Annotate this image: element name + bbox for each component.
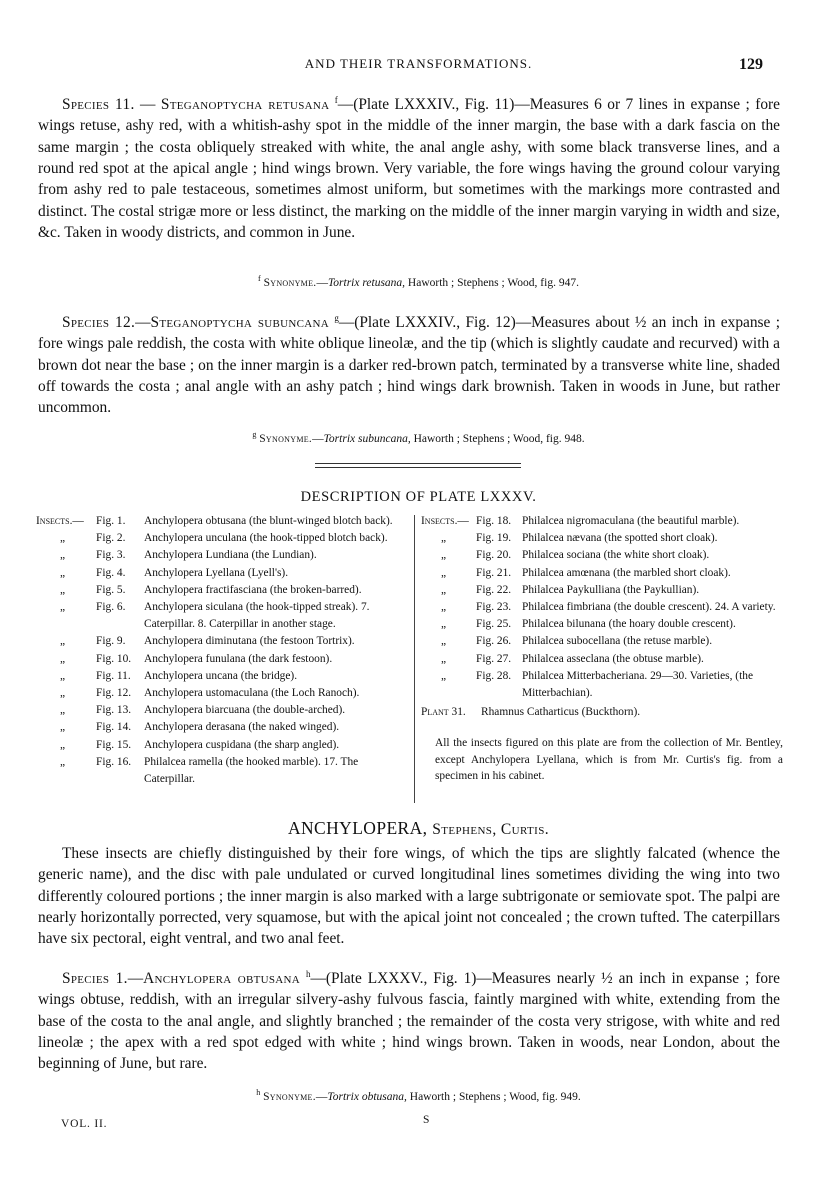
figure-caption: Philalcea Mitterbacheriana. 29—30. Varieties, (the Mitterbachian). (522, 669, 753, 700)
figure-caption: Anchylopera siculana (the hook-tipped streak). 7. Caterpillar. 8. Caterpillar in another stage. (144, 601, 370, 631)
ditto-mark: „ (60, 583, 66, 596)
plate-figure-row (421, 633, 783, 650)
ditto-mark: „ (441, 601, 447, 614)
species-12-note-mark: g (334, 313, 339, 323)
figure-caption: Philalcea asseclana (the obtuse marble). (522, 652, 704, 665)
figure-caption: Philalcea bilunana (the hoary double crescent). (522, 618, 736, 631)
signature-mark: S (423, 1114, 430, 1126)
ditto-mark: „ (441, 669, 447, 682)
double-rule-top (315, 463, 521, 464)
figure-number: Fig. 14. (96, 721, 132, 734)
figure-caption: Anchylopera obtusana (the blunt-winged blotch back). (144, 515, 393, 527)
species-12-text: —(Plate LXXXIV., Fig. 12)—Measures about ½ an inch in expanse ; fore wings pale reddish, the costa with white oblique lineolæ, and the tip (which is slightly caudate and recurved) with a brown dot near the base ; on the inner margin is a darker red-brown patch, terminated by a transverse white line, shaded off towards the costa ; anal angle with an ashy patch ; hind wings dark brownish. Taken in woods in June, but rather uncommon. (38, 314, 780, 417)
figure-caption: Anchylopera funulana (the dark festoon). (144, 652, 333, 665)
plate-left-column (36, 513, 408, 788)
species-12-lead: Species 12. (62, 314, 136, 332)
ditto-mark: „ (60, 549, 66, 562)
species-1-name: Anchylopera obtusana (143, 970, 301, 988)
figure-number: Fig. 26. (476, 635, 512, 648)
plate-description-title: DESCRIPTION OF PLATE LXXXV. (300, 489, 537, 505)
figure-caption: Philalcea nigromaculana (the beautiful marble). (522, 515, 740, 527)
figure-number: Fig. 11. (96, 669, 131, 682)
plate-figure-row (36, 599, 408, 633)
figure-number: Fig. 16. (96, 755, 132, 768)
plate-figure-row (36, 582, 408, 599)
figure-number: Fig. 25. (476, 618, 512, 631)
plate-figure-row (36, 565, 408, 582)
plant-text: Rhamnus Catharticus (Buckthorn). (481, 706, 641, 719)
plate-figure-row (36, 719, 408, 736)
plate-figure-row (36, 685, 408, 702)
plate-figure-row (421, 651, 783, 668)
plate-figure-row (36, 530, 408, 547)
figure-caption: Anchylopera Lyellana (Lyell's). (144, 566, 289, 579)
figure-caption: Anchylopera diminutana (the festoon Tortrix). (144, 635, 355, 648)
ditto-mark: „ (60, 738, 66, 751)
species-11-name: Steganoptycha retusana (160, 96, 330, 114)
figure-number: Fig. 9. (96, 635, 126, 648)
ditto-mark: „ (441, 566, 447, 579)
species-12-synonym: $^g$ Synonyme.—Tortrix subuncana, Haworth ; Stephens ; Wood, fig. 948. (252, 430, 585, 445)
ditto-mark: „ (441, 532, 447, 545)
figure-number: Fig. 6. (96, 601, 126, 614)
plate-figure-row (36, 702, 408, 719)
synonym-rest: Haworth ; Stephens ; Wood, fig. 947. (405, 276, 579, 289)
figure-number: Fig. 27. (476, 652, 512, 665)
figure-number: Fig. 18. (476, 515, 512, 527)
double-rule-bottom (315, 467, 521, 468)
figure-caption: Philalcea fimbriana (the double crescent). 24. A variety. (522, 601, 776, 614)
ditto-mark: „ (60, 652, 66, 665)
figure-number: Fig. 12. (96, 687, 132, 700)
plate-figure-row (421, 565, 783, 582)
species-1-text: —(Plate LXXXV., Fig. 1)—Measures nearly ½ an inch in expanse ; fore wings obtuse, reddish, with an irregular silvery-ashy fulvous fascia, faintly margined with white, extending from the base of the costa to the anal angle, and slightly branched ; the remainder of the costa very strigose, with white and red lineolæ ; the apex with a red spot edged with white ; hind wings brown. Taken in woods, near London, about the beginning of June, but rare. (38, 970, 780, 1073)
volume-label: VOL. II. (61, 1118, 108, 1130)
plate-note: All the insects figured on this plate are from the collection of Mr. Bentley, except Anchylopera Lyellana, which is from Mr. Curtis's fig. from a specimen in his cabinet. (435, 737, 783, 783)
ditto-mark: „ (60, 601, 66, 614)
figure-caption: Philalcea nævana (the spotted short cloak). (522, 532, 718, 545)
figure-number: Fig. 13. (96, 704, 132, 717)
plate-figure-row (421, 513, 783, 530)
species-1-paragraph: Species 1.—Anchylopera obtusana $^h$—(Plate LXXXV., Fig. 1)—Measures nearly ½ an inch in expanse ; fore wings obtuse, reddish, with an irregular silvery-ashy fulvous fascia, faintly margined with white, extending from the base of the costa to the anal angle, and slightly branched ; the remainder of the costa very strigose, with white and red lineolæ ; the apex with a red spot edged with white ; hind wings brown. Taken in woods, near London, about the beginning of June, but rare. (38, 969, 780, 1073)
species-11-text: —(Plate LXXXIV., Fig. 11)—Measures 6 or 7 lines in expanse ; fore wings retuse, ashy red, with a whitish-ashy spot in the middle of the inner margin, the base with a dark fascia on the same margin ; the costa obliquely streaked with white, the anal angle ashy, with some black transverse lines, and a round red spot at the apical angle ; hind wings brown. Very variable, the fore wings having the ground colour varying from ashy red to pale testaceous, sometimes almost uniform, but sometimes with the markings more contrasted and distinct. The costal strigæ more or less distinct, the marking on the middle of the inner margin varying in width and size, &c. Taken in woody districts, and common in June. (38, 96, 780, 241)
synonym-name: Tortrix subuncana, (323, 432, 411, 445)
insects-lead: Insects.— (421, 515, 469, 527)
page-number: 129 (739, 56, 763, 73)
plate-right-column (421, 513, 783, 785)
synonym-mark: f (258, 274, 261, 283)
figure-number: Fig. 3. (96, 549, 126, 562)
ditto-mark: „ (60, 532, 66, 545)
species-11-note-mark: f (334, 95, 338, 105)
figure-caption: Anchylopera uncana (the bridge). (144, 669, 298, 682)
ditto-mark: „ (441, 583, 447, 596)
figure-number: Fig. 20. (476, 549, 512, 562)
ditto-mark: „ (441, 635, 447, 648)
plate-figure-row (421, 582, 783, 599)
figure-number: Fig. 10. (96, 652, 132, 665)
synonym-rest: Haworth ; Stephens ; Wood, fig. 949. (406, 1090, 581, 1103)
plate-figure-row (36, 547, 408, 564)
figure-caption: Anchylopera Lundiana (the Lundian). (144, 549, 317, 562)
synonym-label: Synonyme. (263, 1090, 316, 1103)
plate-figure-row (36, 651, 408, 668)
figure-number: Fig. 4. (96, 566, 126, 579)
genus-heading (0, 818, 837, 839)
synonym-mark: g (252, 430, 257, 439)
plate-right-list (421, 513, 783, 702)
synonym-label: Synonyme. (259, 432, 313, 445)
ditto-mark: „ (60, 566, 66, 579)
figure-number: Fig. 1. (96, 515, 126, 527)
plate-figure-row (36, 513, 408, 530)
figure-caption: Anchylopera biarcuana (the double-arched). (144, 704, 346, 717)
figure-number: Fig. 2. (96, 532, 126, 545)
species-1-lead: Species 1. (62, 970, 128, 988)
species-1-note-mark: h (306, 969, 311, 979)
genus-authors: Stephens, Curtis. (432, 821, 550, 838)
plant-lead: Plant 31. (421, 706, 466, 719)
figure-caption: Philalcea subocellana (the retuse marble). (522, 635, 713, 648)
plate-figure-row (421, 530, 783, 547)
insects-lead: Insects.— (36, 515, 84, 527)
ditto-mark: „ (60, 755, 66, 768)
figure-caption: Philalcea ramella (the hooked marble). 17. The Caterpillar. (144, 755, 359, 786)
species-11-synonym: $^f$ Synonyme.—Tortrix retusana, Haworth ; Stephens ; Wood, fig. 947. (258, 274, 579, 289)
plate-figure-row (421, 668, 783, 702)
species-12-paragraph: Species 12.—Steganoptycha subuncana $^g$—(Plate LXXXIV., Fig. 12)—Measures about ½ an inch in expanse ; fore wings pale reddish, the costa with white oblique lineolæ, and the tip (which is slightly caudate and recurved) with a brown dot near the base ; on the inner margin is a darker red-brown patch, terminated by a transverse white line, shaded off towards the costa ; anal angle with an ashy patch ; hind wings dark brownish. Taken in woods in June, but rather uncommon. (38, 313, 780, 417)
plate-figure-row (36, 754, 408, 788)
species-12-name: Steganoptycha subuncana (150, 314, 329, 332)
figure-number: Fig. 22. (476, 583, 512, 596)
figure-caption: Anchylopera ustomaculana (the Loch Ranoch). (144, 687, 360, 700)
ditto-mark: „ (60, 669, 66, 682)
synonym-name: Tortrix retusana, (327, 276, 406, 289)
figure-caption: Anchylopera derasana (the naked winged). (144, 721, 340, 734)
plate-figure-row (36, 668, 408, 685)
species-11-dash: — (134, 96, 161, 114)
plate-figure-row (421, 547, 783, 564)
figure-number: Fig. 21. (476, 566, 512, 579)
ditto-mark: „ (441, 652, 447, 665)
figure-number: Fig. 28. (476, 669, 512, 682)
column-divider (414, 515, 415, 803)
species-11-lead: Species 11. (62, 96, 135, 114)
ditto-mark: „ (60, 721, 66, 734)
figure-caption: Anchylopera fractifasciana (the broken-barred). (144, 583, 362, 596)
plate-figure-row (36, 737, 408, 754)
figure-number: Fig. 15. (96, 738, 132, 751)
figure-caption: Philalcea sociana (the white short cloak). (522, 549, 710, 562)
synonym-name: Tortrix obtusana, (327, 1090, 407, 1103)
plate-figure-row (421, 616, 783, 633)
genus-name: ANCHYLOPERA, (287, 818, 428, 838)
figure-number: Fig. 19. (476, 532, 512, 545)
species-1-synonym: $^h$ Synonyme.—Tortrix obtusana, Haworth ; Stephens ; Wood, fig. 949. (256, 1088, 581, 1103)
synonym-mark: h (256, 1088, 261, 1097)
plant-row (421, 704, 783, 721)
genus-description: These insects are chiefly distinguished by their fore wings, of which the tips are slightly falcated (whence the generic name), and the disc with pale undulated or curved longitudinal lines sometimes dividing the wing into two differently coloured portions ; the inner margin is also marked with a large subtrigonate or semiovate spot. The palpi are nearly horizontally porrected, very squamose, but with the apical joint not concealed ; the crown tufted. The caterpillars have six pectoral, eight ventral, and two anal feet. (38, 845, 780, 948)
figure-caption: Anchylopera unculana (the hook-tipped blotch back). (144, 532, 388, 545)
figure-caption: Philalcea amœnana (the marbled short cloak). (522, 566, 731, 579)
figure-caption: Anchylopera cuspidana (the sharp angled). (144, 738, 340, 751)
synonym-label: Synonyme. (263, 276, 317, 289)
ditto-mark: „ (60, 704, 66, 717)
ditto-mark: „ (441, 618, 447, 631)
running-title: AND THEIR TRANSFORMATIONS. (304, 56, 533, 71)
species-11-paragraph (38, 90, 780, 243)
ditto-mark: „ (441, 549, 447, 562)
ditto-mark: „ (60, 635, 66, 648)
synonym-rest: Haworth ; Stephens ; Wood, fig. 948. (410, 432, 585, 445)
plate-figure-row (421, 599, 783, 616)
figure-number: Fig. 5. (96, 583, 126, 596)
ditto-mark: „ (60, 687, 66, 700)
figure-caption: Philalcea Paykulliana (the Paykullian). (522, 583, 700, 596)
plate-figure-row (36, 633, 408, 650)
figure-number: Fig. 23. (476, 601, 512, 614)
